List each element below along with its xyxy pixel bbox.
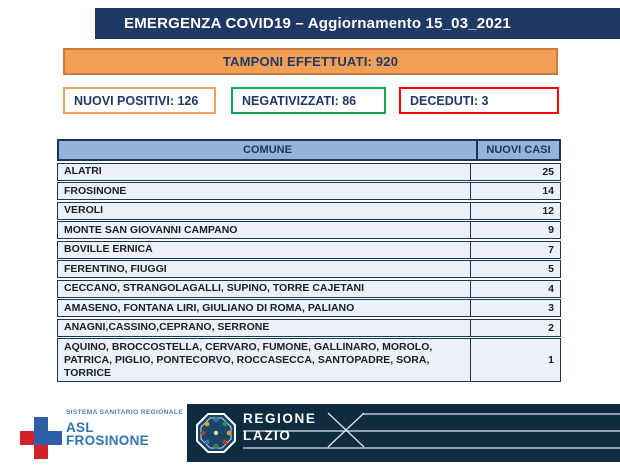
table-row — [57, 182, 561, 200]
table-row — [57, 241, 561, 259]
table-row — [57, 280, 561, 298]
regione-lazio-wordmark: REGIONE LAZIO — [243, 411, 317, 443]
comune-cell: ANAGNI,CASSINO,CEPRANO, SERRONE — [64, 321, 270, 333]
nuovi-casi-cell: 3 — [470, 300, 560, 316]
table-row — [57, 260, 561, 278]
table-row — [57, 163, 561, 181]
comune-cell: BOVILLE ERNICA — [64, 243, 153, 255]
table-body — [57, 163, 561, 383]
stat-label: NEGATIVIZZATI: 86 — [242, 93, 357, 108]
nuovi-casi-cell: 1 — [470, 339, 560, 381]
cases-table — [57, 139, 561, 382]
nuovi-casi-cell: 7 — [470, 242, 560, 258]
table-row — [57, 299, 561, 317]
nuovi-casi-cell: 2 — [470, 320, 560, 336]
table-row — [57, 221, 561, 239]
stat-label: DECEDUTI: 3 — [410, 93, 489, 108]
table-row — [57, 338, 561, 382]
comune-cell: FROSINONE — [64, 184, 127, 197]
column-header-comune: COMUNE — [243, 144, 292, 156]
stat-negativizzati — [231, 87, 386, 114]
page-title: EMERGENZA COVID19 – Aggiornamento 15_03_2021 — [124, 15, 511, 32]
comune-cell: FERENTINO, FIUGGI — [64, 262, 167, 275]
nuovi-casi-cell: 14 — [470, 183, 560, 199]
tamponi-banner — [63, 48, 558, 75]
header-banner — [95, 8, 620, 39]
asl-frosinone-logo-text — [66, 409, 181, 447]
nuovi-casi-cell: 9 — [470, 222, 560, 238]
comune-cell: AMASENO, FONTANA LIRI, GIULIANO DI ROMA, PALIANO — [64, 301, 355, 314]
comune-cell: CECCANO, STRANGOLAGALLI, SUPINO, TORRE CAJETANI — [64, 282, 365, 294]
nuovi-casi-cell: 25 — [470, 164, 560, 180]
comune-cell: ALATRI — [64, 165, 102, 177]
stat-label: NUOVI POSITIVI: 126 — [74, 93, 199, 108]
table-row — [57, 319, 561, 337]
comune-cell: VEROLI — [64, 204, 104, 216]
stat-deceduti — [399, 87, 559, 114]
regione-lazio-banner — [187, 404, 620, 462]
nuovi-casi-cell: 12 — [470, 203, 560, 219]
nuovi-casi-cell: 5 — [470, 261, 560, 277]
regione-lazio-coat-of-arms-icon — [196, 413, 236, 453]
table-row — [57, 202, 561, 220]
nuovi-casi-cell: 4 — [470, 281, 560, 297]
column-header-nuovi-casi: NUOVI CASI — [476, 141, 559, 159]
comune-cell: AQUINO, BROCCOSTELLA, CERVARO, FUMONE, GALLINARO, MOROLO, PATRICA, PIGLIO, PONTECORVO, ROCCASECCA, SANTOPADRE, SORA, TORRICE — [64, 340, 433, 379]
tamponi-label: TAMPONI EFFETTUATI: 920 — [222, 54, 399, 69]
table-header-row — [57, 139, 561, 161]
stat-nuovi-positivi — [63, 87, 216, 114]
asl-frosinone-cross-icon — [20, 417, 62, 459]
sistema-sanitario-label: SISTEMA SANITARIO REGIONALE — [66, 409, 183, 416]
comune-cell: MONTE SAN GIOVANNI CAMPANO — [64, 223, 238, 236]
asl-name: ASL FROSINONE — [66, 420, 149, 448]
